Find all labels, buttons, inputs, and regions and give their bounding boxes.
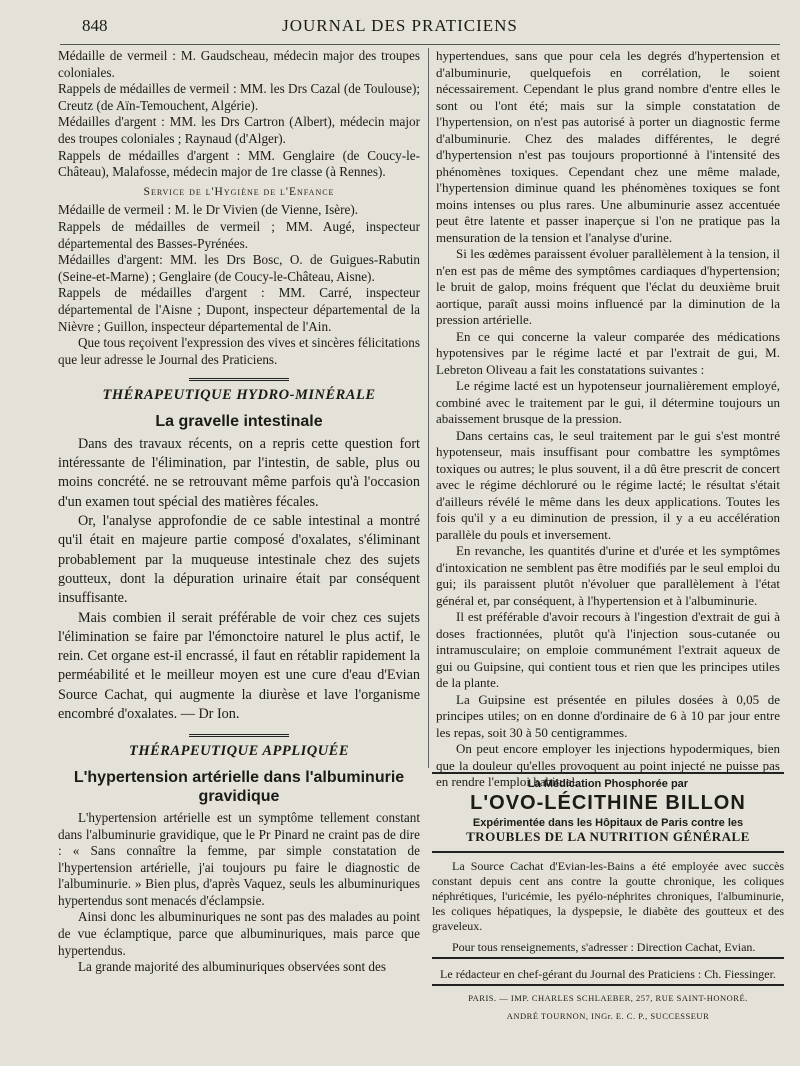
redacteur-line: Le rédacteur en chef-gérant du Journal des Praticiens : Ch. Fiessinger.	[440, 967, 776, 981]
column-divider	[428, 48, 429, 768]
ad-rule	[432, 957, 784, 959]
award-paragraph: Rappels de médailles de vermeil : MM. les Drs Cazal (de Toulouse); Creutz (de Aïn-Temouchent, Algérie).	[58, 81, 420, 113]
page-number: 848	[82, 16, 108, 35]
section-heading-hydro: THÉRAPEUTIQUE HYDRO-MINÉRALE	[102, 387, 376, 404]
cachat-ad-text: La Source Cachat d'Evian-les-Bains a été employée avec succès constant depuis cent ans contre la goutte chronique, les coliques néphrétiques, l'uricémie, les pyélo-néphrites chroniques, l'albuminurie, les coliques hépatiques, la dyspepsie, le diabète des goutteux et des graveleux.	[432, 859, 784, 933]
ad-rule	[432, 984, 784, 986]
service-subheading: Service de l'Hygiène de l'Enfance	[143, 185, 335, 198]
ad-line: TROUBLES DE LA NUTRITION GÉNÉRALE	[466, 829, 750, 844]
article-paragraph: Le régime lacté est un hypotenseur journalièrement employé, combiné avec le traitement par le gui, il détermine toujours un abaissement brusque de la pression.	[436, 378, 780, 426]
cachat-contact: Pour tous renseignements, s'adresser : Direction Cachat, Evian.	[452, 940, 756, 954]
article-paragraph: Or, l'analyse approfondie de ce sable intestinal a montré qu'il était en majeure partie composé d'oxalates, s'éliminant probablement par la muqueuse intestinale chez des sujets goutteux, dont la dépuration urinaire était par conséquent insuffisante.	[58, 513, 420, 607]
article-paragraph: La Guipsine est présentée en pilules dosées à 0,05 de principes utiles; on en donne d'ordinaire de 6 à 10 par jour entre les repas, soit 30 à 50 centigrammes.	[436, 691, 780, 740]
article-paragraph: Dans des travaux récents, on a repris cette question fort intéressante de l'élimination, par l'intestin, de sable, plus ou moins concrété. ne se retrouvant même parfois qu'à l'occasion d'un examen tout spécial des matières fécales.	[58, 435, 420, 510]
right-column	[436, 48, 780, 791]
award-paragraph: Rappels de médailles de vermeil ; MM. Augé, inspecteur départemental des Basses-Pyrénées.	[58, 218, 420, 251]
closing-paragraph: Que tous reçoivent l'expression des vives et sincères félicitations que leur adresse le Journal des Praticiens.	[58, 335, 420, 367]
article-paragraph: En revanche, les quantités d'urine et d'urée et les symptômes d'intoxication ne semblent pas être modifiés par le seul emploi du gui; ils paraissent plutôt n'évoluer que parallèlement à l'état général et, par conséquent, à l'hypertension et à l'albuminurie.	[436, 543, 780, 608]
award-paragraph: Rappels de médailles d'argent : MM. Genglaire (de Coucy-le-Château), Malafosse, médecin major de 1re classe (à Rennes).	[58, 147, 420, 180]
ad-rule	[432, 851, 784, 853]
article-paragraph: Si les œdèmes paraissent évoluer parallèlement à la tension, il n'en est pas de même des symptômes cardiaques d'hypertension; le bruit de galop, moins fréquent que l'éclat du deuxième bruit aortique, paraît aussi moins influencé par la diminution de la pression artérielle.	[436, 246, 780, 327]
article-title-hypertension: L'hypertension artérielle dans l'albuminurie gravidique	[73, 768, 405, 805]
ad-line: La Médication Phosphorée par	[527, 778, 689, 790]
article-title-gravelle: La gravelle intestinale	[155, 412, 323, 430]
journal-title: JOURNAL DES PRATICIENS	[282, 16, 518, 35]
article-paragraph: Il est préférable d'avoir recours à l'ingestion d'extrait de gui à doses fractionnées, plutôt qu'à l'injection sous-cutanée ou intramusculaire; on emploie communément l'extrait aqueux de gui ou Guipsine, qui contient tous et rien que les principes utiles de la plante.	[436, 609, 780, 690]
header-rule	[60, 44, 780, 45]
article-paragraph: hypertendues, sans que pour cela les degrés d'hypertension et d'albuminurie, quelquefois en corrélation, le soient nécessairement. Cependant le plus grand nombre d'entre elles le sont ou l'ont été; mais sur la simple constatation de l'hypertension, on n'est pas autorisé à porter un diagnostic ferme d'albuminurie. Chez des malades différentes, le degré d'hypertension n'est pas toujours proportionné à l'intensité des phénomènes toxiques. Cependant chez une même malade, l'hypertension diminue quand les phénomènes toxiques se font moins intenses ou plus rares. Une albuminurie assez accentuée peut être latente et passer inaperçue si l'on ne pratique pas la mensuration de la tension et l'analyse d'urine.	[436, 48, 780, 245]
article-paragraph: L'hypertension artérielle est un symptôme tellement constant dans l'albuminurie gravidique, que le Pr Pinard ne craint pas de dire : « Sans connaître la femme, par simple constatation de l'hypertension artérielle, j'ai toujours pu faire le diagnostic de l'albuminurie. » Bien plus, d'après Vaquez, seuls les albuminuriques hypertendus sont menacés d'éclampsie.	[58, 809, 420, 908]
article-paragraph: Ainsi donc les albuminuriques ne sont pas des malades au point de vue éclamptique, parce que albuminuriques, mais parce que hypertendus.	[58, 909, 420, 958]
award-paragraph: Médailles d'argent: MM. les Drs Bosc, O. de Guigues-Rabutin (Seine-et-Marne) ; Genglaire (de Coucy-le-Château, Aisne).	[58, 252, 420, 284]
section-rule	[189, 378, 289, 381]
article-paragraph: En ce qui concerne la valeur comparée des médications hypotensives par le régime lacté et par l'extrait de gui, M. Lebreton Oliveau a fait les constatations suivantes :	[436, 328, 780, 377]
award-paragraph: Médaille de vermeil : M. le Dr Vivien (de Vienne, Isère).	[58, 202, 359, 218]
article-paragraph: On peut encore employer les injections hypodermiques, bien que la douleur qu'elles provoquent au point injecté ne puisse pas en rendre l'emploi habituel.	[436, 741, 780, 789]
left-column	[58, 48, 420, 976]
advertisement-block	[432, 770, 784, 1022]
running-head	[0, 14, 800, 44]
section-heading-appliquee: THÉRAPEUTIQUE APPLIQUÉE	[128, 743, 350, 760]
article-paragraph: Dans certains cas, le seul traitement par le gui s'est montré hypotenseur, mais insuffisant pour combattre les symptômes toxiques ou autres; le plus souvent, il a dû être prescrit de concert avec le régime déchloruré ou le régime lacté; le résultat s'était d'ailleurs révélé le même dans les deux applications. Toutes les fois qu'il y a eu diminution de pression, il y a eu accélération parallèle du pouls et inversement.	[436, 427, 780, 542]
ad-rule	[432, 772, 784, 774]
ad-product-name: L'OVO-LÉCITHINE BILLON	[470, 792, 746, 814]
award-paragraph: Médaille de vermeil : M. Gaudscheau, médecin major des troupes coloniales.	[58, 48, 420, 80]
imprint-line: ANDRÉ TOURNON, INGr. E. C. P., SUCCESSEUR	[506, 1011, 710, 1021]
article-paragraph: Mais combien il serait préférable de voir chez ces sujets l'élimination se faire par l'émonctoire naturel le plus actif, le rein. Cet organe est-il encrassé, il faut en rétablir rapidement la perméabilité et le meilleur moyen est une cure d'eau d'Evian Source Cachat, qui augmente la diurèse et lave l'organisme encombré d'oxalates. — Dr Ion.	[58, 609, 420, 723]
article-paragraph: La grande majorité des albuminuriques observées sont des	[78, 959, 386, 975]
award-paragraph: Rappels de médailles d'argent : MM. Carré, inspecteur départemental de l'Aisne ; Dupont, inspecteur départemental de la Nièvre ; Guillon, inspecteur départemental de l'Ain.	[58, 285, 420, 334]
award-paragraph: Médailles d'argent : MM. les Drs Cartron (Albert), médecin major des troupes coloniales ; Raynaud (d'Alger).	[58, 114, 420, 146]
section-rule	[189, 734, 289, 737]
imprint-line: PARIS. — IMP. CHARLES SCHLAEBER, 257, RUE SAINT-HONORÉ.	[468, 993, 748, 1003]
ad-line: Expérimentée dans les Hôpitaux de Paris contre les	[472, 817, 744, 829]
